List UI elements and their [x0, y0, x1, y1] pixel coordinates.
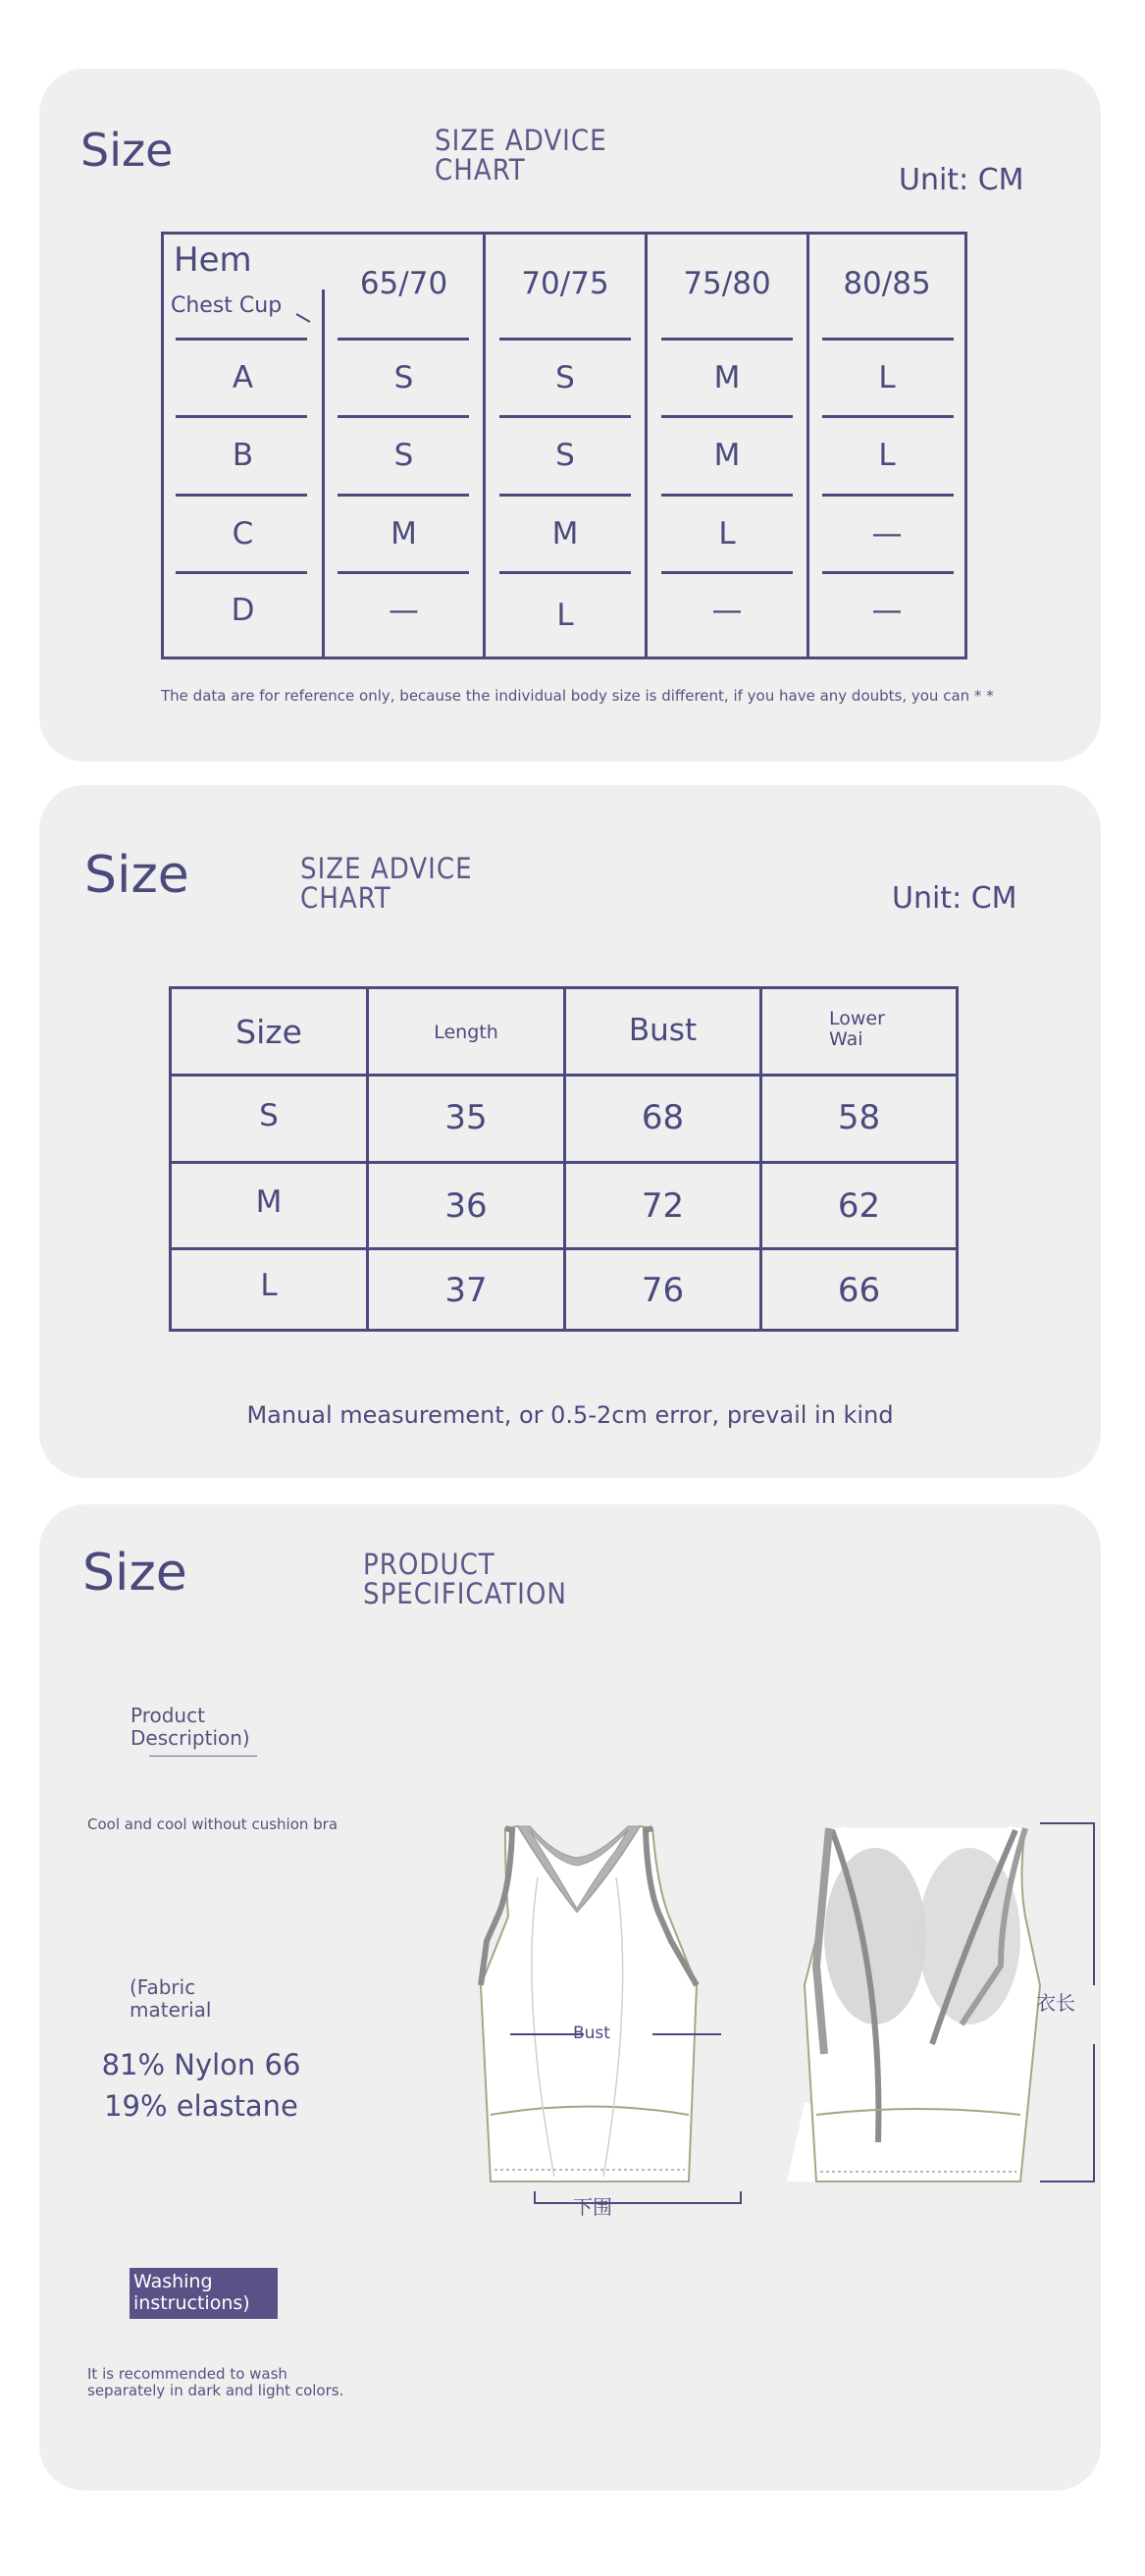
- fabric-composition: 81% Nylon 66 19% elastane: [101, 2048, 301, 2123]
- garment-size-card: [39, 785, 1101, 1478]
- table-cell: 72: [641, 1186, 685, 1226]
- table-cell: 76: [641, 1271, 685, 1310]
- table-cell: 66: [837, 1271, 881, 1310]
- bust-label: Bust: [573, 2024, 610, 2043]
- fabric-label: (Fabric material: [130, 1975, 212, 2022]
- section-title: Size: [84, 846, 189, 905]
- section-title: Size: [80, 124, 174, 177]
- table-cell: L: [878, 438, 896, 473]
- underline: [149, 1756, 257, 1757]
- table-cell: M: [713, 360, 741, 395]
- chest-cup-label: Chest Cup: [171, 293, 283, 318]
- washing-label: Washing instructions): [130, 2268, 278, 2319]
- table-cell: 68: [641, 1098, 685, 1137]
- table-cell: 35: [444, 1098, 488, 1137]
- size-chart-card: [39, 69, 1101, 762]
- column-header: 70/75: [521, 266, 609, 301]
- length-label: 衣长: [1036, 1991, 1075, 2015]
- product-spec-card: [39, 1504, 1101, 2491]
- table-cell: M: [390, 516, 417, 552]
- chart-subtitle: SIZE ADVICE CHART: [300, 852, 473, 915]
- garment-illustration: [451, 1818, 1099, 2211]
- table-cell: S: [555, 438, 575, 473]
- garment-size-table: [169, 986, 959, 1332]
- cup-label: C: [232, 516, 254, 552]
- table-cell: —: [871, 593, 903, 628]
- table-cell: L: [718, 516, 736, 552]
- column-header: 80/85: [843, 266, 931, 301]
- table-cell: 36: [444, 1186, 488, 1226]
- table-cell: L: [878, 360, 896, 395]
- chart-subtitle: SIZE ADVICE CHART: [435, 124, 607, 186]
- size-label: L: [260, 1268, 278, 1303]
- table-cell: S: [393, 438, 414, 473]
- reference-note: The data are for reference only, because the individual body size is different, if you have any doubts, you can * *: [161, 687, 994, 705]
- column-header: 65/70: [359, 266, 448, 301]
- spec-subtitle: PRODUCT SPECIFICATION: [363, 1548, 567, 1610]
- table-cell: L: [556, 598, 574, 633]
- column-header-lower-waist: Lower Wai: [829, 1008, 885, 1050]
- cup-size-table: [161, 232, 967, 659]
- table-cell: —: [871, 516, 903, 552]
- corner-divider: [322, 235, 325, 237]
- table-cell: 62: [837, 1186, 881, 1226]
- table-cell: —: [389, 593, 419, 628]
- section-title: Size: [82, 1544, 187, 1603]
- corner-tick: [296, 313, 311, 323]
- table-cell: 37: [444, 1271, 488, 1310]
- cup-label: B: [232, 438, 254, 473]
- column-header-bust: Bust: [628, 1013, 698, 1048]
- unit-label: Unit: CM: [899, 163, 1024, 197]
- unit-label: Unit: CM: [892, 881, 1017, 916]
- size-label: M: [255, 1184, 283, 1220]
- column-header: 75/80: [683, 266, 771, 301]
- cup-label: A: [232, 360, 254, 395]
- measurement-note: Manual measurement, or 0.5-2cm error, prevail in kind: [246, 1401, 894, 1429]
- size-label: S: [259, 1098, 279, 1133]
- hem-label: 下围: [573, 2195, 612, 2219]
- table-cell: —: [711, 593, 743, 628]
- hem-label: Hem: [174, 240, 252, 280]
- washing-text: It is recommended to wash separately in dark and light colors.: [87, 2365, 344, 2399]
- table-cell: 58: [837, 1098, 881, 1137]
- cup-label: D: [231, 593, 255, 628]
- table-cell: M: [713, 438, 741, 473]
- description-label: Product Description): [130, 1704, 250, 1750]
- description-text: Cool and cool without cushion bra: [87, 1815, 338, 1833]
- column-header-size: Size: [235, 1013, 302, 1051]
- front-view: [481, 1826, 741, 2203]
- column-header-length: Length: [434, 1022, 498, 1043]
- table-cell: S: [555, 360, 575, 395]
- table-cell: S: [393, 360, 414, 395]
- table-cell: M: [551, 516, 579, 552]
